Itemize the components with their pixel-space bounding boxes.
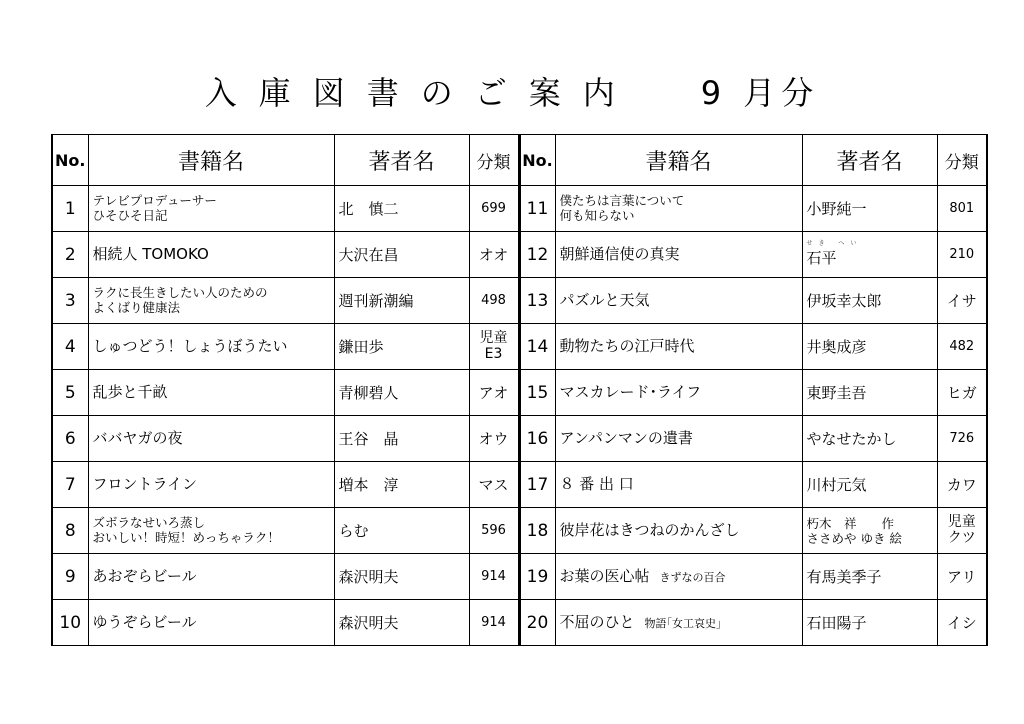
book-title-line: マスカレード･ライフ [559,382,702,401]
book-title [555,232,802,278]
book-title-line: 不屈のひと [559,612,635,631]
book-title-line: 相続人 TOMOKO [92,244,209,263]
book-classification: アオ [469,370,519,416]
book-author-name: 石平 [806,249,837,267]
book-number: 2 [52,232,88,278]
book-author [802,600,937,646]
book-title-line: 彼岸花はきつねのかんざし [559,520,740,539]
book-number: 19 [519,554,555,600]
book-author [802,370,937,416]
book-title [88,278,334,324]
header-title: 書籍名 [555,135,802,186]
book-number: 4 [52,324,88,370]
book-author-name: 鎌田歩 [338,338,384,356]
book-number: 16 [519,416,555,462]
book-number: 18 [519,508,555,554]
book-classification: イシ [937,600,987,646]
book-number: 1 [52,186,88,232]
book-subtitle: きずなの百合 [659,570,726,584]
book-author-name: 北 慎二 [338,200,399,218]
book-author-name: 週刊新潮編 [338,292,414,310]
header-row [52,135,987,186]
page-title [0,68,1024,114]
book-author [802,508,937,554]
classification-line: クツ [947,529,976,546]
book-title [555,278,802,324]
table-row [52,186,987,232]
book-title-line: お葉の医心帖 [559,566,650,585]
book-author [334,324,469,370]
header-no: No. [519,135,555,186]
book-author-line: ささめや ゆき 絵 [806,530,902,546]
book-classification: 914 [469,554,519,600]
book-author-name: 森沢明夫 [338,614,399,632]
book-number: 13 [519,278,555,324]
header-title: 書籍名 [88,135,334,186]
book-classification [469,324,519,370]
book-subtitle: 物語｢女工哀史｣ [644,616,722,630]
book-author [802,554,937,600]
author-ruby: せき へい [806,240,863,247]
book-classification [937,508,987,554]
book-title-line: あおぞらビール [92,566,197,585]
book-author-name: 川村元気 [806,476,867,494]
book-author [334,600,469,646]
header-classification: 分類 [937,135,987,186]
book-author [334,554,469,600]
book-number: 14 [519,324,555,370]
book-title [555,508,802,554]
book-author-name: 王谷 晶 [338,430,399,448]
book-classification: 726 [937,416,987,462]
book-title [88,370,334,416]
book-number: 7 [52,462,88,508]
book-title [88,600,334,646]
book-author-name: 伊坂幸太郎 [806,292,882,310]
book-author-name: らむ [338,522,369,540]
book-author-name: 小野純一 [806,200,867,218]
book-classification: イサ [937,278,987,324]
book-classification: オオ [469,232,519,278]
book-author [334,186,469,232]
book-classification: ヒガ [937,370,987,416]
book-classification: 699 [469,186,519,232]
book-author-name: 森沢明夫 [338,568,399,586]
book-author [802,324,937,370]
book-number: 11 [519,186,555,232]
book-number: 17 [519,462,555,508]
book-classification: 210 [937,232,987,278]
book-number: 8 [52,508,88,554]
book-classification: アリ [937,554,987,600]
book-title-line: ひそひそ日記 [92,207,168,223]
book-title-line: アンパンマンの遺書 [559,428,693,447]
book-title [555,462,802,508]
table-row [52,554,987,600]
classification-line: 児童 [947,514,976,531]
book-title-line: ババヤガの夜 [92,428,183,447]
title-text: 入庫図書のご案内 [204,74,637,112]
table-row [52,416,987,462]
book-classification: 482 [937,324,987,370]
book-title [88,554,334,600]
book-number: 20 [519,600,555,646]
book-title-line: フロントライン [92,474,198,493]
book-classification: 596 [469,508,519,554]
header-author: 著者名 [802,135,937,186]
book-title [555,324,802,370]
book-author-name: 大沢在昌 [338,246,399,264]
book-title-line: ゆうぞらビール [92,612,197,631]
book-author [334,416,469,462]
books-table [51,134,988,646]
book-number: 9 [52,554,88,600]
book-title [555,370,802,416]
book-classification: 498 [469,278,519,324]
book-classification: カワ [937,462,987,508]
book-author [802,416,937,462]
book-author-name: 石田陽子 [806,614,867,632]
table-row [52,278,987,324]
book-title [88,508,334,554]
table-row [52,508,987,554]
book-classification: マス [469,462,519,508]
book-author-name: 増本 淳 [338,476,399,494]
book-title-line: テレビプロデューサー [92,193,217,209]
book-title [555,416,802,462]
book-author [334,232,469,278]
book-author-name: 井奥成彦 [806,338,867,356]
book-title-line: ラクに長生きしたい人のための [92,285,268,301]
header-classification: 分類 [469,135,519,186]
book-number: 6 [52,416,88,462]
table-row [52,324,987,370]
book-author [802,186,937,232]
book-title [88,416,334,462]
book-title [555,554,802,600]
book-title-line: 何も知らない [559,207,635,223]
table-row [52,600,987,646]
book-number: 5 [52,370,88,416]
book-author [334,508,469,554]
book-title [88,186,334,232]
header-author: 著者名 [334,135,469,186]
book-author [802,232,937,278]
book-title [555,186,802,232]
classification-line: E3 [484,345,503,362]
book-title-line: ズボラなせいろ蒸し [92,515,206,531]
classification-line: 児童 [479,330,508,347]
table-row [52,232,987,278]
book-author-name: 東野圭吾 [806,384,867,402]
book-title-line: 朝鮮通信使の真実 [559,244,680,263]
book-author [802,278,937,324]
book-classification: オウ [469,416,519,462]
book-author [334,370,469,416]
book-title [88,232,334,278]
book-title-line: 僕たちは言葉について [559,193,685,209]
book-title-line: しゅつどう！しょうぼうたい [92,336,288,355]
book-title [555,600,802,646]
book-title-line: よくばり健康法 [92,299,181,315]
table-row [52,462,987,508]
header-no: No. [52,135,88,186]
book-author [802,462,937,508]
book-title-line: パズルと天気 [559,290,650,309]
book-number: 3 [52,278,88,324]
book-author [334,278,469,324]
book-title-line: 動物たちの江戸時代 [559,336,695,355]
book-author-name: やなせたかし [806,430,897,448]
book-classification: 914 [469,600,519,646]
book-classification: 801 [937,186,987,232]
book-number: 12 [519,232,555,278]
book-title-line: 乱歩と千畝 [92,382,168,401]
book-author [334,462,469,508]
book-author-name: 有馬美季子 [806,568,882,586]
book-number: 10 [52,600,88,646]
table-row [52,370,987,416]
book-title [88,324,334,370]
book-author-name: 青柳碧人 [338,384,399,402]
book-author-line: 朽木 祥 作 [806,515,895,531]
book-title [88,462,334,508]
book-title-line: ８ 番 出 口 [559,474,634,493]
book-title-line: おいしい！時短！めっちゃラク！ [92,529,280,545]
title-month: 9 月分 [700,74,820,112]
book-number: 15 [519,370,555,416]
